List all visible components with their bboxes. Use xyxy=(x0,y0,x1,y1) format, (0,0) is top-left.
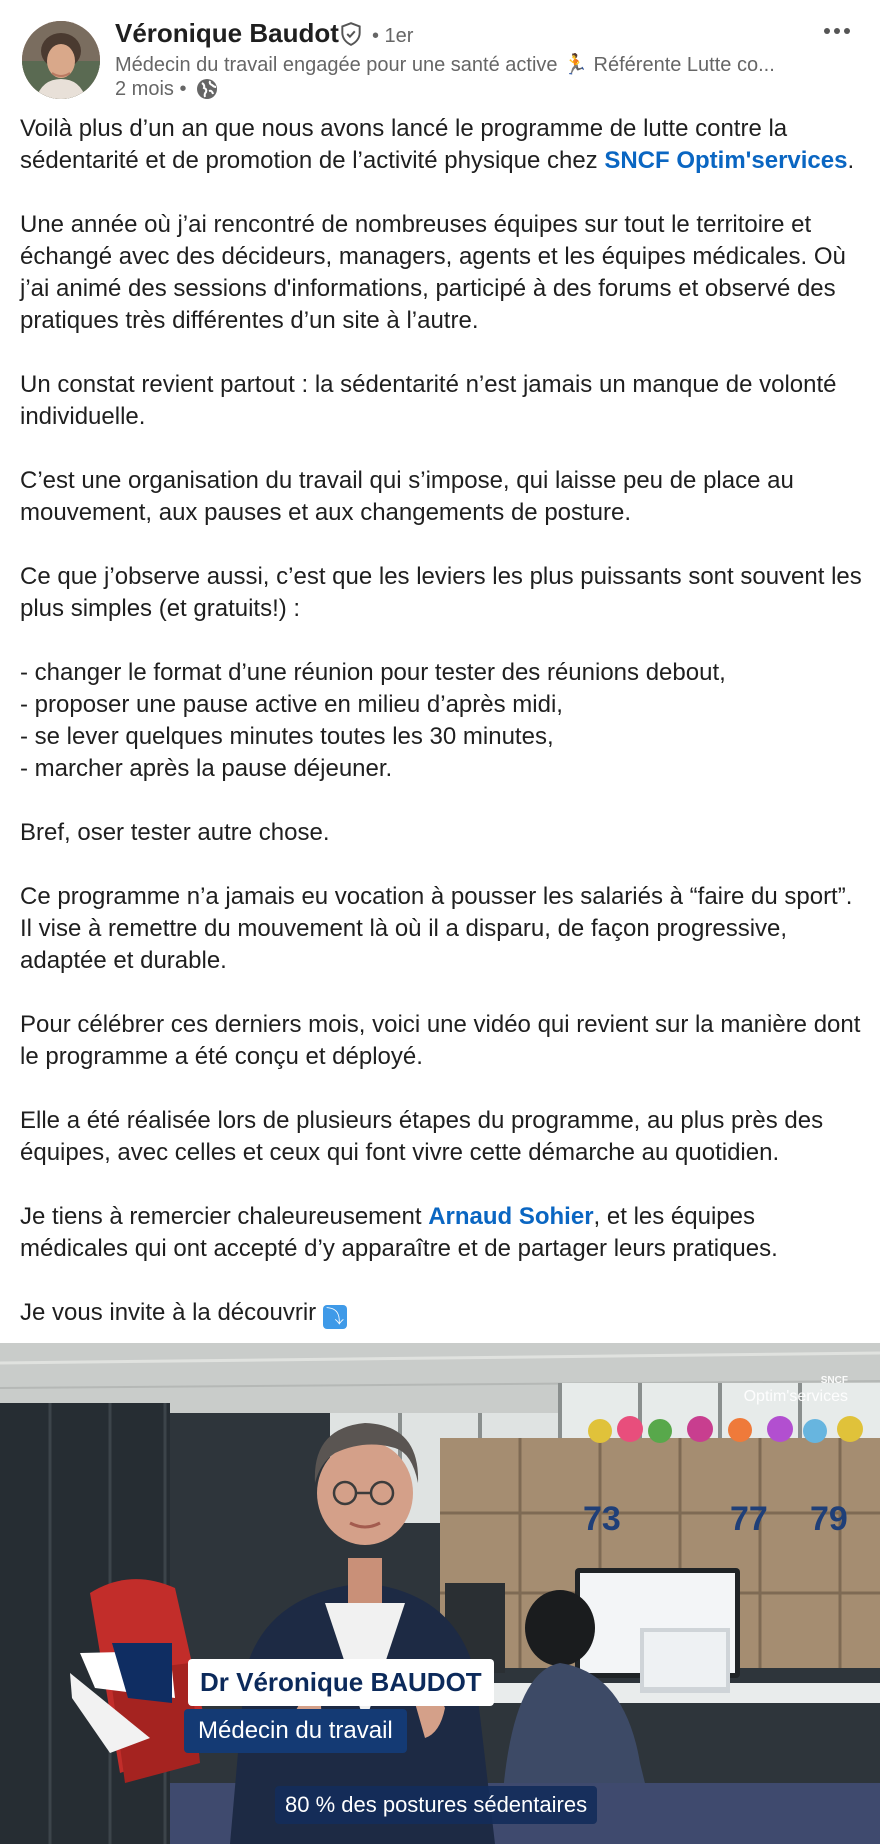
paragraph xyxy=(20,1297,865,1329)
globe-icon xyxy=(195,77,219,101)
text: Voilà plus d’un an que nous avons lancé le programme de lutte contre la sédentarité et de promotion de l’activité physique chez xyxy=(20,115,788,174)
author-headline: Médecin du travail engagée pour une santé active 🏃 Référente Lutte co... xyxy=(115,54,775,76)
bullet-list xyxy=(20,657,865,785)
post-body xyxy=(20,113,865,1329)
paragraph: Pour célébrer ces derniers mois, voici une vidéo qui revient sur la manière dont le programme a été conçu et déployé. xyxy=(20,1011,861,1070)
brand-watermark xyxy=(744,1373,848,1405)
locker-number: 73 xyxy=(583,1500,621,1538)
paragraph: Bref, oser tester autre chose. xyxy=(20,819,330,846)
paragraph: Elle a été réalisée lors de plusieurs étapes du programme, au plus près des équipes, avec celles et ceux qui font vivre cette démarche au quotidien. xyxy=(20,1107,824,1166)
more-options-icon xyxy=(823,27,851,35)
text: , et les équipes médicales qui ont accepté d’y apparaître et de partager leurs pratiques. xyxy=(20,1203,778,1262)
more-options-button[interactable] xyxy=(815,14,859,48)
text: . xyxy=(847,147,855,174)
paragraph: Ce programme n’a jamais eu vocation à pousser les salariés à “faire du sport”. Il vise à remettre du mouvement là où il a disparu, de façon progressive, adaptée et durable. xyxy=(20,883,853,974)
paragraph: Une année où j’ai rencontré de nombreuses équipes sur tout le territoire et échangé avec des décideurs, managers, agents et les équipes médicales. Où j’ai animé des sessions d'informations, participé à des forums et observé des pratiques très différentes d’un site à l’autre. xyxy=(20,211,846,334)
paragraph: C’est une organisation du travail qui s’impose, qui laisse peu de place au mouvement, aux pauses et aux changements de posture. xyxy=(20,467,794,526)
list-item: - marcher après la pause déjeuner. xyxy=(20,755,393,782)
speaker-role-caption: Médecin du travail xyxy=(184,1709,407,1753)
connection-degree: • 1er xyxy=(372,25,414,47)
speaker-name-caption: Dr Véronique BAUDOT xyxy=(188,1659,494,1706)
verified-shield-icon xyxy=(338,21,364,47)
avatar-photo xyxy=(22,21,100,99)
paragraph xyxy=(20,1201,865,1265)
watermark-text: Optim'services xyxy=(743,1388,848,1405)
list-item: - changer le format d’une réunion pour tester des réunions debout, xyxy=(20,659,726,686)
list-item: - proposer une pause active en milieu d’après midi, xyxy=(20,691,563,718)
paragraph: Ce que j’observe aussi, c’est que les leviers les plus puissants sont souvent les plus simples (et gratuits!) : xyxy=(20,563,862,622)
arrow-down-emoji-icon: ⤵ xyxy=(323,1305,347,1329)
video-subtitle: 80 % des postures sédentaires xyxy=(275,1786,597,1824)
author-avatar[interactable] xyxy=(22,21,100,99)
text: Je vous invite à la découvrir xyxy=(20,1299,317,1326)
list-item: - se lever quelques minutes toutes les 30 minutes, xyxy=(20,723,554,750)
paragraph xyxy=(20,113,865,177)
locker-number: 77 xyxy=(730,1500,768,1538)
company-mention-link[interactable]: SNCF Optim'services xyxy=(604,147,848,174)
video-frame xyxy=(0,1343,880,1844)
text: Je tiens à remercier chaleureusement xyxy=(20,1203,429,1230)
person-mention-link[interactable]: Arnaud Sohier xyxy=(428,1203,594,1230)
paragraph: Un constat revient partout : la sédentarité n’est jamais un manque de volonté individuelle. xyxy=(20,371,837,430)
watermark-small-text: SNCF xyxy=(820,1375,848,1386)
author-name[interactable]: Véronique Baudot xyxy=(115,18,339,48)
locker-number: 79 xyxy=(810,1500,848,1538)
video-player[interactable] xyxy=(0,1343,880,1844)
post-time: 2 mois • xyxy=(115,78,187,100)
